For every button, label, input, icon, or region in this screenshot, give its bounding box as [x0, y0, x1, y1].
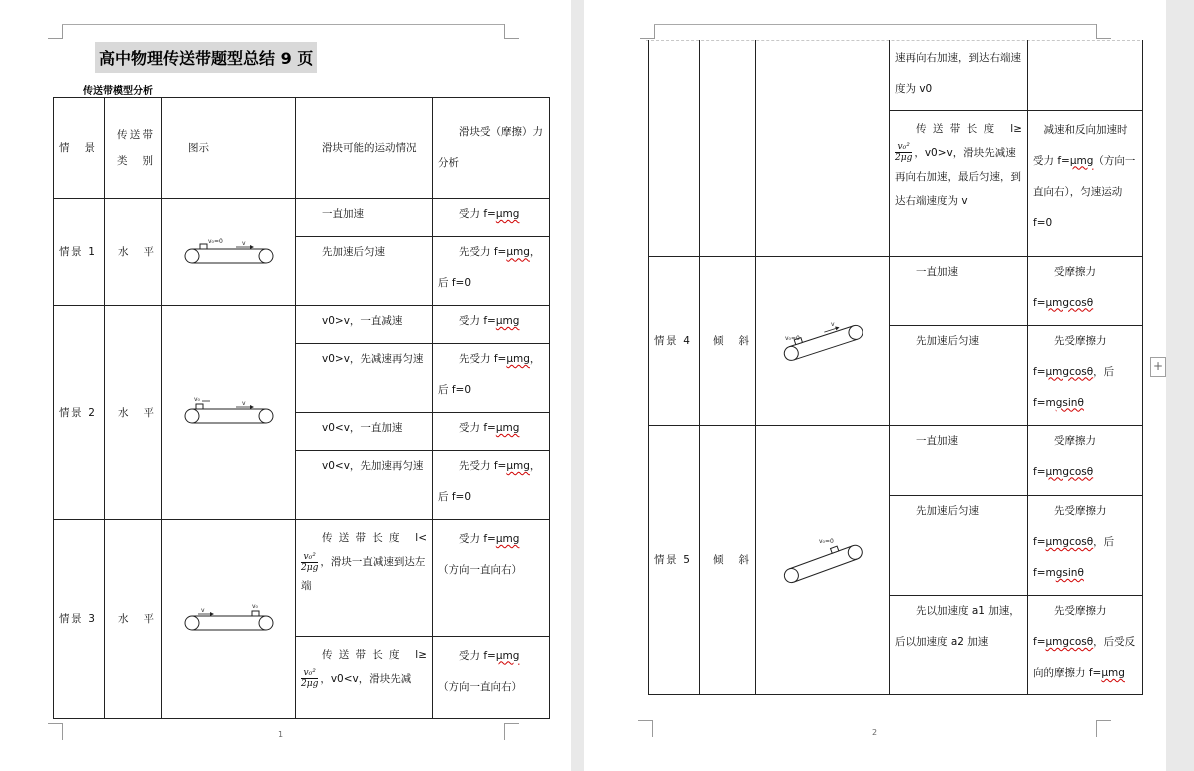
- scene-cell: 情景 3: [54, 520, 105, 719]
- motion-cell: v0<v，一直加速: [296, 413, 433, 451]
- header-line: [654, 24, 1096, 25]
- force-cell: 受力 f=μmg （方向一直向右）: [433, 520, 550, 637]
- inclined-belt-diagram: [783, 318, 863, 364]
- fraction: $\frac{\text{v₀²}}{2\mu g}$: [301, 551, 319, 573]
- belt-type-cell: 水平: [105, 520, 162, 719]
- header-scene: 情景: [59, 142, 95, 154]
- figure-cell: [756, 425, 890, 694]
- conveyor-table-page2: [648, 40, 1143, 695]
- horizontal-belt-diagram: [184, 602, 274, 636]
- svg-text:v₀: v₀: [251, 603, 258, 610]
- page-number: 1: [278, 730, 284, 739]
- svg-text:v: v: [241, 240, 246, 247]
- motion-cell: v0>v，先减速再匀速: [296, 344, 433, 413]
- svg-text:v: v: [241, 400, 246, 407]
- force-cell: 受摩擦力 f=μmgcosθ: [1028, 425, 1143, 495]
- conveyor-table-page1: [53, 97, 550, 719]
- crop-mark-tr: [1096, 24, 1111, 39]
- figure-cell: [162, 520, 296, 719]
- motion-cell: 先加速后匀速: [890, 325, 1028, 425]
- motion-cell: 速再向右加速，到达右端速度为 v0: [890, 40, 1028, 110]
- crop-mark-tl: [640, 24, 655, 39]
- motion-cell: 先加速后匀速: [296, 237, 433, 306]
- scene-cell: 情景 5: [649, 425, 700, 694]
- table-header-row: [54, 98, 550, 199]
- header-figure: 图示: [162, 98, 296, 199]
- motion-cell: 一直加速: [890, 256, 1028, 325]
- force-cell: 先受力 f=μmg，后 f=0: [433, 451, 550, 520]
- horizontal-belt-diagram: [184, 235, 274, 269]
- motion-cell: 先加速后匀速: [890, 495, 1028, 595]
- force-cell: 受力 f=μmg: [433, 306, 550, 344]
- section-subtitle[interactable]: 传送带模型分析: [83, 86, 153, 97]
- figure-cell: [162, 306, 296, 520]
- force-cell: 先受摩擦力 f=μmgcosθ，后受反向的摩擦力 f=μmg: [1028, 596, 1143, 694]
- belt-type-cell: 倾斜: [700, 256, 756, 425]
- figure-cell: [756, 40, 890, 256]
- force-cell: 先受力 f=μmg，后 f=0: [433, 237, 550, 306]
- svg-text:v₀=0: v₀=0: [818, 537, 834, 545]
- fraction: $\frac{\text{v₀²}}{2\mu g}$: [895, 142, 913, 163]
- figure-cell: [756, 256, 890, 425]
- header-line: [62, 24, 504, 25]
- scene-cell: [649, 40, 700, 256]
- v0-label: v₀=0: [207, 238, 223, 245]
- motion-cell: 先以加速度 a1 加速，后以加速度 a2 加速: [890, 596, 1028, 694]
- header-force: 滑块受（摩擦）力分析: [433, 98, 550, 199]
- force-cell: 先受摩擦力 f=μmgcosθ，后 f=mgsinθ: [1028, 325, 1143, 425]
- page-number: 2: [872, 728, 878, 737]
- motion-cell: 传送带长度 l< $\frac{\text{v₀²}}{2\mu g}$ ，滑块一直减速到达左端: [296, 520, 433, 637]
- svg-text:v₀: v₀: [193, 396, 200, 403]
- crop-mark-br: [1096, 720, 1111, 737]
- page-2: [584, 0, 1166, 771]
- crop-mark-bl: [48, 723, 63, 740]
- figure-cell: [162, 199, 296, 306]
- table-row: [54, 520, 550, 637]
- motion-cell: 一直加速: [890, 425, 1028, 495]
- table-row: [54, 306, 550, 344]
- document-title[interactable]: 高中物理传送带题型总结 9 页: [95, 42, 317, 73]
- svg-text:v: v: [830, 320, 835, 328]
- belt-type-cell: 倾斜: [700, 425, 756, 694]
- crop-mark-tr: [504, 24, 519, 39]
- force-cell: 减速和反向加速时受力 f=μmg（方向一直向右），匀速运动 f=0: [1028, 110, 1143, 256]
- belt-type-cell: 水平: [105, 199, 162, 306]
- scene-cell: 情景 2: [54, 306, 105, 520]
- force-cell: 先受摩擦力 f=μmgcosθ，后 f=mgsinθ: [1028, 495, 1143, 595]
- scene-cell: 情景 4: [649, 256, 700, 425]
- table-row: [649, 40, 1143, 110]
- table-row: [54, 199, 550, 237]
- force-cell: [1028, 40, 1143, 110]
- crop-mark-br: [504, 723, 519, 740]
- fraction: $\frac{\text{v₀²}}{2\mu g}$: [301, 668, 319, 690]
- motion-cell: v0<v，先加速再匀速: [296, 451, 433, 520]
- header-motion: 滑块可能的运动情况: [296, 98, 433, 199]
- motion-cell: v0>v，一直减速: [296, 306, 433, 344]
- svg-text:v: v: [200, 607, 205, 614]
- force-cell: 受力 f=μmg: [433, 199, 550, 237]
- motion-cell: 传送带长度 l≥ $\frac{\text{v₀²}}{2\mu g}$ ，v0>v，滑块先减速再向右加速，最后匀速，到达右端速度为 v: [890, 110, 1028, 256]
- force-cell: 受力 f=μmg: [433, 413, 550, 451]
- add-row-button[interactable]: +: [1150, 357, 1166, 377]
- crop-mark-bl: [638, 720, 653, 737]
- crop-mark-tl: [48, 24, 63, 39]
- table-row: [649, 425, 1143, 495]
- belt-type-cell: 水平: [105, 306, 162, 520]
- belt-type-cell: [700, 40, 756, 256]
- inclined-belt-diagram: [783, 535, 863, 585]
- table-row: [649, 256, 1143, 325]
- force-cell: 先受力 f=μmg，后 f=0: [433, 344, 550, 413]
- page-1: [0, 0, 571, 771]
- scene-cell: 情景 1: [54, 199, 105, 306]
- motion-cell: 一直加速: [296, 199, 433, 237]
- force-cell: 受摩擦力 f=μmgcosθ: [1028, 256, 1143, 325]
- svg-text:v₀=0: v₀=0: [784, 334, 800, 342]
- motion-cell: 传送带长度 l≥ $\frac{\text{v₀²}}{2\mu g}$ ，v0<v，滑块先减: [296, 636, 433, 718]
- header-belt-type: 传送带类别: [117, 129, 153, 167]
- horizontal-belt-diagram: [184, 395, 274, 429]
- force-cell: 受力 f=μmg （方向一直向右）: [433, 636, 550, 718]
